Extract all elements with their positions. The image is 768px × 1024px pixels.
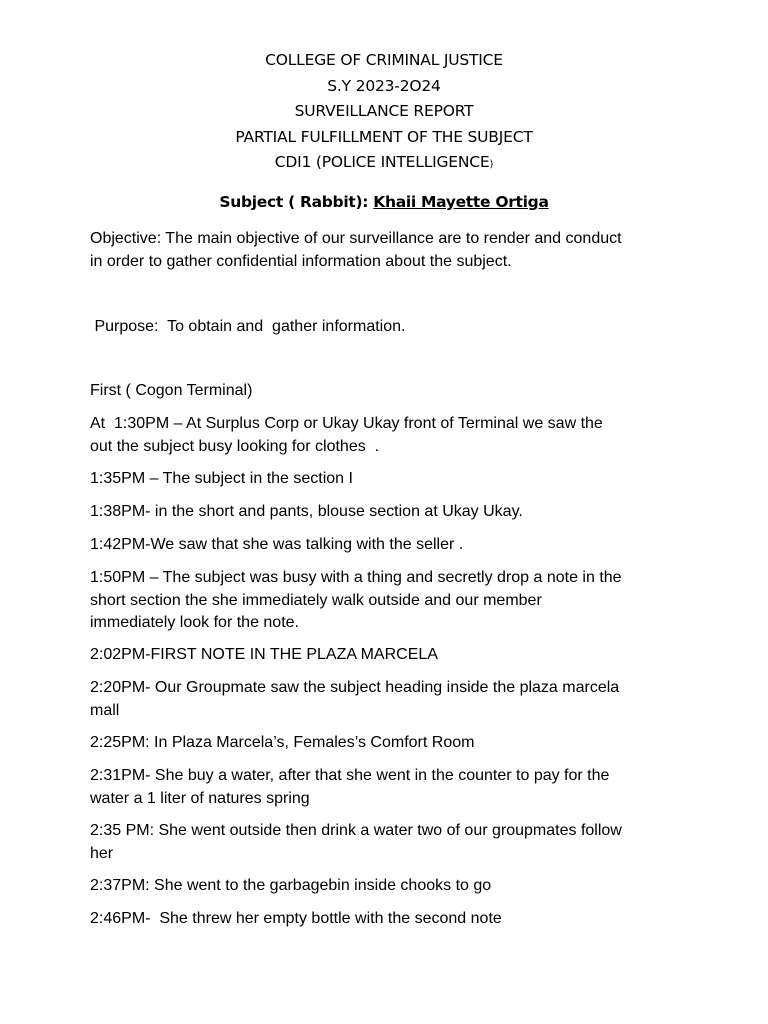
log-entry-line: immediately look for the note. xyxy=(90,614,299,631)
log-entry-line: 2:25PM: In Plaza Marcela’s, Females’s Comfort Room xyxy=(90,734,475,751)
log-entry xyxy=(90,534,690,557)
course-name-main: CDI1 (POLICE INTELLIGENCE xyxy=(274,153,490,172)
college-name: COLLEGE OF CRIMINAL JUSTICE xyxy=(265,51,503,69)
objective-line-1: Objective: The main objective of our surveillance are to render and conduct xyxy=(90,230,622,247)
log-entry-line: 2:37PM: She went to the garbagebin inside chooks to go xyxy=(90,877,492,894)
subject-line xyxy=(0,191,768,213)
objective-paragraph xyxy=(90,228,690,273)
log-entry xyxy=(90,644,690,667)
purpose-paragraph xyxy=(90,316,690,339)
log-entry-line: mall xyxy=(90,701,120,719)
log-entry-line: 1:50PM – The subject was busy with a thing and secretly drop a note in the xyxy=(90,569,622,586)
report-header xyxy=(0,48,768,178)
log-entry-line: 2:35 PM: She went outside then drink a water two of our groupmates follow xyxy=(90,822,622,839)
log-entry-line: out the subject busy looking for clothes . xyxy=(90,437,380,455)
log-entry xyxy=(90,468,690,491)
log-entry xyxy=(90,908,690,931)
log-entry xyxy=(90,820,690,865)
log-entry-line: 1:35PM – The subject in the section I xyxy=(90,470,353,487)
section-title xyxy=(90,380,690,403)
log-entry xyxy=(90,765,690,810)
log-entry xyxy=(90,677,690,722)
objective-line-2: in order to gather confidential information about the subject. xyxy=(90,252,512,270)
log-entry-line: 2:20PM- Our Groupmate saw the subject heading inside the plaza marcela xyxy=(90,679,620,696)
log-entry-line: 2:02PM-FIRST NOTE IN THE PLAZA MARCELA xyxy=(90,646,438,663)
log-entry xyxy=(90,501,690,524)
log-entry xyxy=(90,567,690,635)
log-entry xyxy=(90,413,690,458)
log-entry-line: 2:46PM- She threw her empty bottle with the second note xyxy=(90,910,502,927)
course-name xyxy=(0,150,768,178)
log-entry-line: At 1:30PM – At Surplus Corp or Ukay Ukay front of Terminal we saw the xyxy=(90,415,603,432)
log-entry-line: 2:31PM- She buy a water, after that she went in the counter to pay for the xyxy=(90,767,610,784)
log-entry-line: short section the she immediately walk outside and our member xyxy=(90,591,542,609)
report-title: SURVEILLANCE REPORT xyxy=(294,102,474,121)
log-entry xyxy=(90,732,690,755)
log-entry xyxy=(90,875,690,898)
subject-label: Subject ( Rabbit): xyxy=(219,193,374,211)
log-entry-line: her xyxy=(90,844,114,862)
log-entry-line: water a 1 liter of natures spring xyxy=(90,789,310,807)
log-entry-line: 1:38PM- in the short and pants, blouse section at Ukay Ukay. xyxy=(90,503,523,520)
course-name-paren: ) xyxy=(489,159,494,171)
school-year: S.Y 2023-2O24 xyxy=(327,76,441,95)
purpose-line: Purpose: To obtain and gather information. xyxy=(90,318,406,335)
log-entry-line: 1:42PM-We saw that she was talking with the seller . xyxy=(90,536,464,553)
section-title-text: First ( Cogon Terminal) xyxy=(90,382,253,399)
report-purpose-line: PARTIAL FULFILLMENT OF THE SUBJECT xyxy=(235,127,533,146)
subject-name: Khaii Mayette Ortiga xyxy=(373,193,549,211)
